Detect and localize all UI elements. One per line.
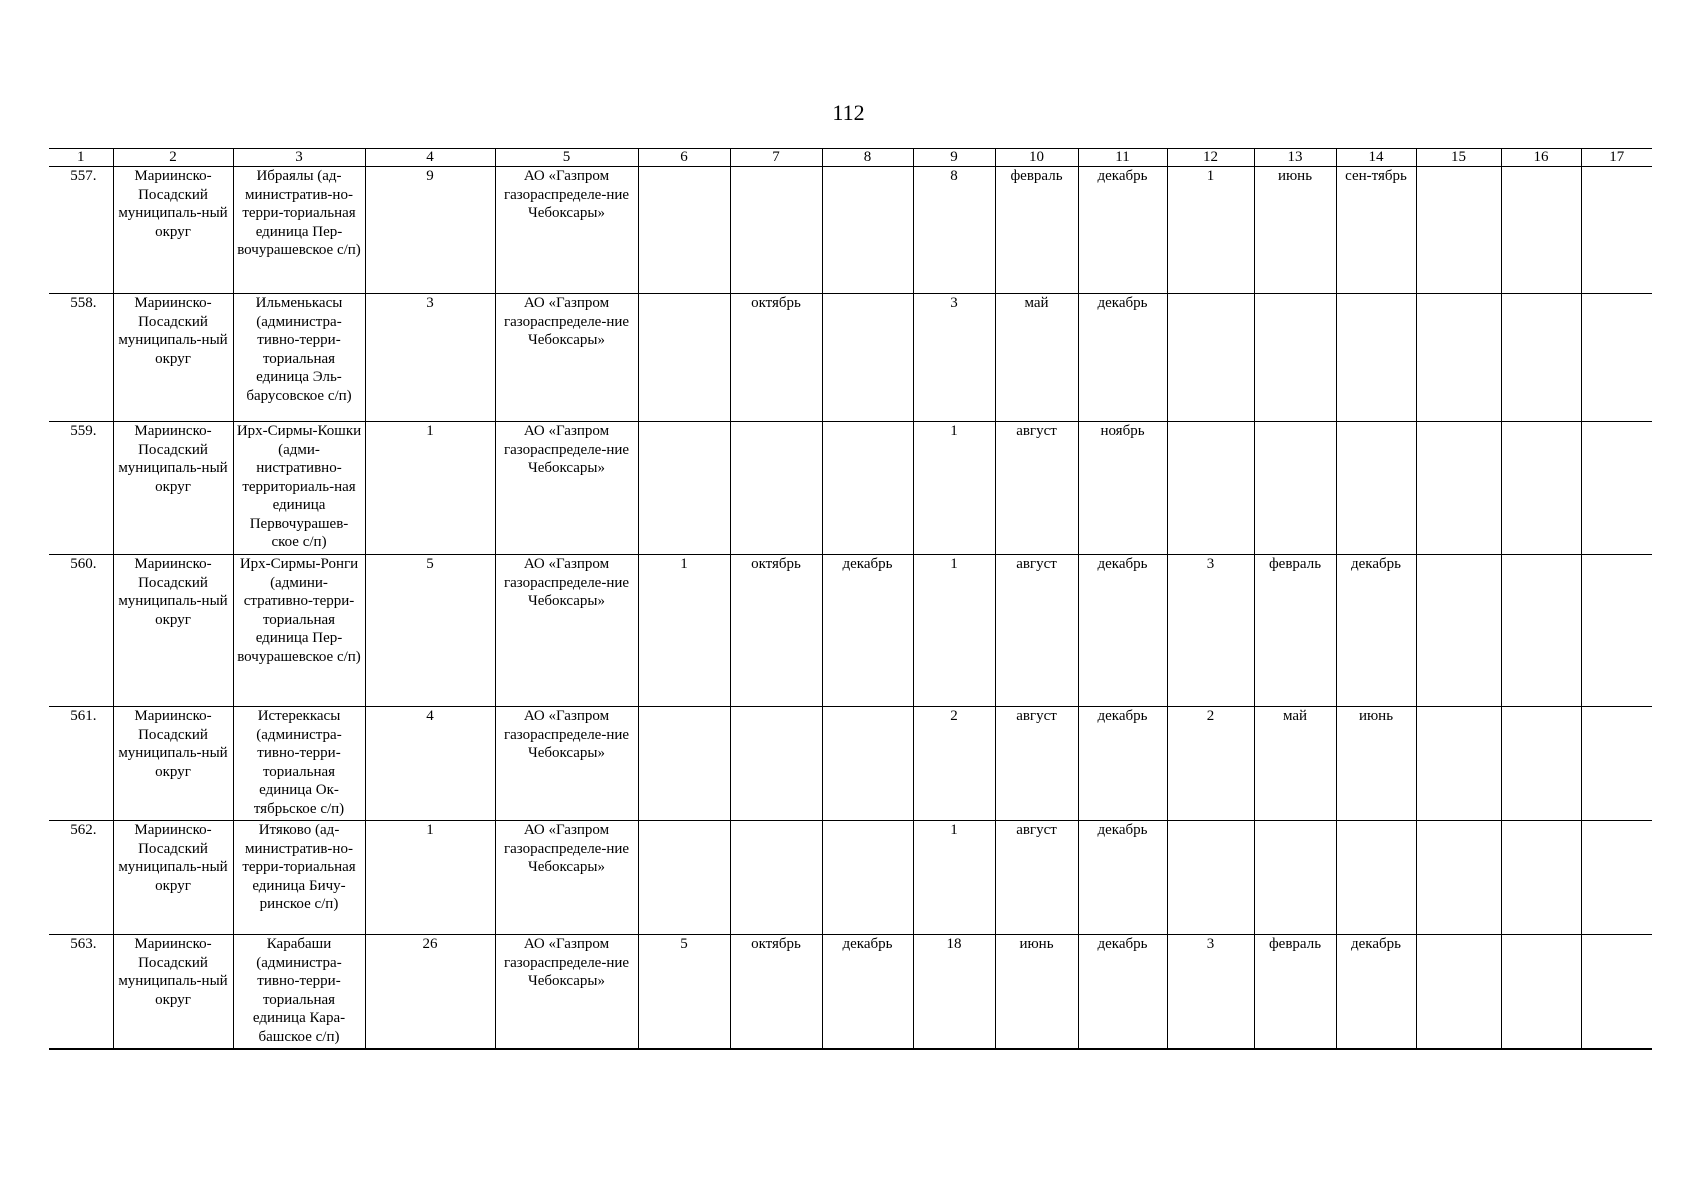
table-cell-col-1: 558. (49, 294, 113, 422)
table-cell-col-9: 3 (913, 294, 995, 422)
table-cell-col-2: Мариинско-Посадский муниципаль-ный округ (113, 555, 233, 707)
table-row (49, 821, 1652, 935)
table-cell-col-11: ноябрь (1078, 422, 1167, 555)
table-cell-col-9: 2 (913, 707, 995, 821)
table-cell-col-4: 1 (365, 422, 495, 555)
table-cell-col-11: декабрь (1078, 294, 1167, 422)
table-cell-col-16 (1501, 294, 1581, 422)
table-cell-col-8 (822, 294, 913, 422)
table-cell-col-6 (638, 821, 730, 935)
column-header: 15 (1416, 149, 1501, 167)
table-cell-col-10: август (995, 821, 1078, 935)
column-header: 13 (1254, 149, 1336, 167)
table-cell-col-2: Мариинско-Посадский муниципаль-ный округ (113, 935, 233, 1049)
table-cell-col-10: июнь (995, 935, 1078, 1049)
table-cell-col-12: 3 (1167, 555, 1254, 707)
table-row (49, 707, 1652, 821)
table-cell-col-12: 3 (1167, 935, 1254, 1049)
table-cell-col-7 (730, 167, 822, 294)
table-row (49, 935, 1652, 1049)
table-cell-col-7: октябрь (730, 294, 822, 422)
table-cell-col-8 (822, 167, 913, 294)
column-header: 7 (730, 149, 822, 167)
table-cell-col-17 (1581, 707, 1652, 821)
table-cell-col-3: Истереккасы (администра-тивно-терри-ториальная единица Ок-тябрьское с/п) (233, 707, 365, 821)
table-cell-col-13: февраль (1254, 555, 1336, 707)
table-cell-col-15 (1416, 167, 1501, 294)
table-cell-col-7 (730, 707, 822, 821)
table-row (49, 294, 1652, 422)
table-cell-col-13: февраль (1254, 935, 1336, 1049)
table-cell-col-11: декабрь (1078, 821, 1167, 935)
table-row (49, 422, 1652, 555)
table-cell-col-1: 563. (49, 935, 113, 1049)
table-header-row (49, 149, 1652, 167)
page-number: 112 (832, 100, 865, 125)
table-cell-col-7: октябрь (730, 935, 822, 1049)
table-cell-col-17 (1581, 294, 1652, 422)
table-cell-col-6: 5 (638, 935, 730, 1049)
table-cell-col-4: 3 (365, 294, 495, 422)
table-cell-col-12 (1167, 821, 1254, 935)
table-cell-col-4: 26 (365, 935, 495, 1049)
column-header: 3 (233, 149, 365, 167)
table-cell-col-8 (822, 422, 913, 555)
table-cell-col-15 (1416, 555, 1501, 707)
column-header: 2 (113, 149, 233, 167)
table-cell-col-6 (638, 167, 730, 294)
table-cell-col-16 (1501, 707, 1581, 821)
table-cell-col-14 (1336, 422, 1416, 555)
column-header: 14 (1336, 149, 1416, 167)
table-cell-col-8: декабрь (822, 935, 913, 1049)
table-cell-col-12 (1167, 294, 1254, 422)
table-cell-col-14: сен-тябрь (1336, 167, 1416, 294)
table-cell-col-2: Мариинско-Посадский муниципаль-ный округ (113, 167, 233, 294)
table-cell-col-16 (1501, 422, 1581, 555)
table-cell-col-17 (1581, 422, 1652, 555)
table-cell-col-2: Мариинско-Посадский муниципаль-ный округ (113, 821, 233, 935)
table-cell-col-17 (1581, 555, 1652, 707)
table-cell-col-13: май (1254, 707, 1336, 821)
table-cell-col-17 (1581, 821, 1652, 935)
table-cell-col-8 (822, 707, 913, 821)
table-cell-col-8 (822, 821, 913, 935)
table-cell-col-14: декабрь (1336, 935, 1416, 1049)
table-cell-col-3: Ирх-Сирмы-Кошки (адми-нистративно-территориаль-ная единица Первочурашев-ское с/п) (233, 422, 365, 555)
table-cell-col-3: Карабаши (администра-тивно-терри-ториальная единица Кара-башское с/п) (233, 935, 365, 1049)
table-cell-col-9: 8 (913, 167, 995, 294)
table-cell-col-5: АО «Газпром газораспределе-ние Чебоксары» (495, 294, 638, 422)
table-cell-col-10: август (995, 555, 1078, 707)
table-cell-col-4: 9 (365, 167, 495, 294)
table-cell-col-14 (1336, 821, 1416, 935)
table-cell-col-17 (1581, 167, 1652, 294)
table-cell-col-8: декабрь (822, 555, 913, 707)
column-header: 16 (1501, 149, 1581, 167)
column-header: 8 (822, 149, 913, 167)
table-cell-col-12 (1167, 422, 1254, 555)
column-header: 6 (638, 149, 730, 167)
table-cell-col-15 (1416, 294, 1501, 422)
table-cell-col-15 (1416, 707, 1501, 821)
table-cell-col-15 (1416, 935, 1501, 1049)
column-header: 10 (995, 149, 1078, 167)
table-cell-col-5: АО «Газпром газораспределе-ние Чебоксары» (495, 422, 638, 555)
table-cell-col-11: декабрь (1078, 555, 1167, 707)
table-cell-col-9: 1 (913, 422, 995, 555)
column-header: 17 (1581, 149, 1652, 167)
table-cell-col-17 (1581, 935, 1652, 1049)
table-cell-col-14: декабрь (1336, 555, 1416, 707)
table-cell-col-4: 4 (365, 707, 495, 821)
table-cell-col-16 (1501, 935, 1581, 1049)
column-header: 11 (1078, 149, 1167, 167)
table-cell-col-5: АО «Газпром газораспределе-ние Чебоксары» (495, 555, 638, 707)
table-cell-col-1: 559. (49, 422, 113, 555)
table-cell-col-13 (1254, 821, 1336, 935)
table-cell-col-13 (1254, 422, 1336, 555)
column-header: 9 (913, 149, 995, 167)
table-cell-col-9: 18 (913, 935, 995, 1049)
table-cell-col-3: Итяково (ад-министратив-но-терри-ториальная единица Бичу-ринское с/п) (233, 821, 365, 935)
table-cell-col-12: 1 (1167, 167, 1254, 294)
table-cell-col-10: август (995, 707, 1078, 821)
table-cell-col-6: 1 (638, 555, 730, 707)
column-header: 1 (49, 149, 113, 167)
table-cell-col-2: Мариинско-Посадский муниципаль-ный округ (113, 422, 233, 555)
table-cell-col-15 (1416, 821, 1501, 935)
table-cell-col-16 (1501, 167, 1581, 294)
table-cell-col-11: декабрь (1078, 167, 1167, 294)
table-row (49, 555, 1652, 707)
table-cell-col-15 (1416, 422, 1501, 555)
table-cell-col-11: декабрь (1078, 707, 1167, 821)
table-cell-col-10: май (995, 294, 1078, 422)
table-cell-col-7: октябрь (730, 555, 822, 707)
table-cell-col-5: АО «Газпром газораспределе-ние Чебоксары» (495, 935, 638, 1049)
table-cell-col-1: 560. (49, 555, 113, 707)
table-cell-col-4: 5 (365, 555, 495, 707)
table-cell-col-14: июнь (1336, 707, 1416, 821)
table-cell-col-10: февраль (995, 167, 1078, 294)
table-cell-col-7 (730, 422, 822, 555)
table-cell-col-10: август (995, 422, 1078, 555)
table-cell-col-13 (1254, 294, 1336, 422)
table-cell-col-16 (1501, 821, 1581, 935)
table-cell-col-5: АО «Газпром газораспределе-ние Чебоксары» (495, 821, 638, 935)
table-cell-col-14 (1336, 294, 1416, 422)
table-cell-col-12: 2 (1167, 707, 1254, 821)
table-cell-col-3: Ильменькасы (администра-тивно-терри-ториальная единица Эль-барусовское с/п) (233, 294, 365, 422)
table-cell-col-1: 557. (49, 167, 113, 294)
column-header: 4 (365, 149, 495, 167)
column-header: 12 (1167, 149, 1254, 167)
table-cell-col-2: Мариинско-Посадский муниципаль-ный округ (113, 294, 233, 422)
table-cell-col-7 (730, 821, 822, 935)
table-cell-col-1: 561. (49, 707, 113, 821)
table-cell-col-16 (1501, 555, 1581, 707)
table-cell-col-3: Ирх-Сирмы-Ронги (админи-стративно-терри-ториальная единица Пер-вочурашевское с/п) (233, 555, 365, 707)
table-cell-col-5: АО «Газпром газораспределе-ние Чебоксары» (495, 707, 638, 821)
table-cell-col-4: 1 (365, 821, 495, 935)
table-cell-col-2: Мариинско-Посадский муниципаль-ный округ (113, 707, 233, 821)
table-cell-col-6 (638, 707, 730, 821)
registry-table (49, 148, 1652, 1050)
table-cell-col-6 (638, 422, 730, 555)
table-cell-col-9: 1 (913, 821, 995, 935)
column-header: 5 (495, 149, 638, 167)
table-cell-col-3: Ибраялы (ад-министратив-но-терри-ториальная единица Пер-вочурашевское с/п) (233, 167, 365, 294)
table-cell-col-13: июнь (1254, 167, 1336, 294)
table-row (49, 167, 1652, 294)
table-cell-col-9: 1 (913, 555, 995, 707)
table-cell-col-11: декабрь (1078, 935, 1167, 1049)
table-cell-col-6 (638, 294, 730, 422)
table-cell-col-5: АО «Газпром газораспределе-ние Чебоксары» (495, 167, 638, 294)
table-cell-col-1: 562. (49, 821, 113, 935)
